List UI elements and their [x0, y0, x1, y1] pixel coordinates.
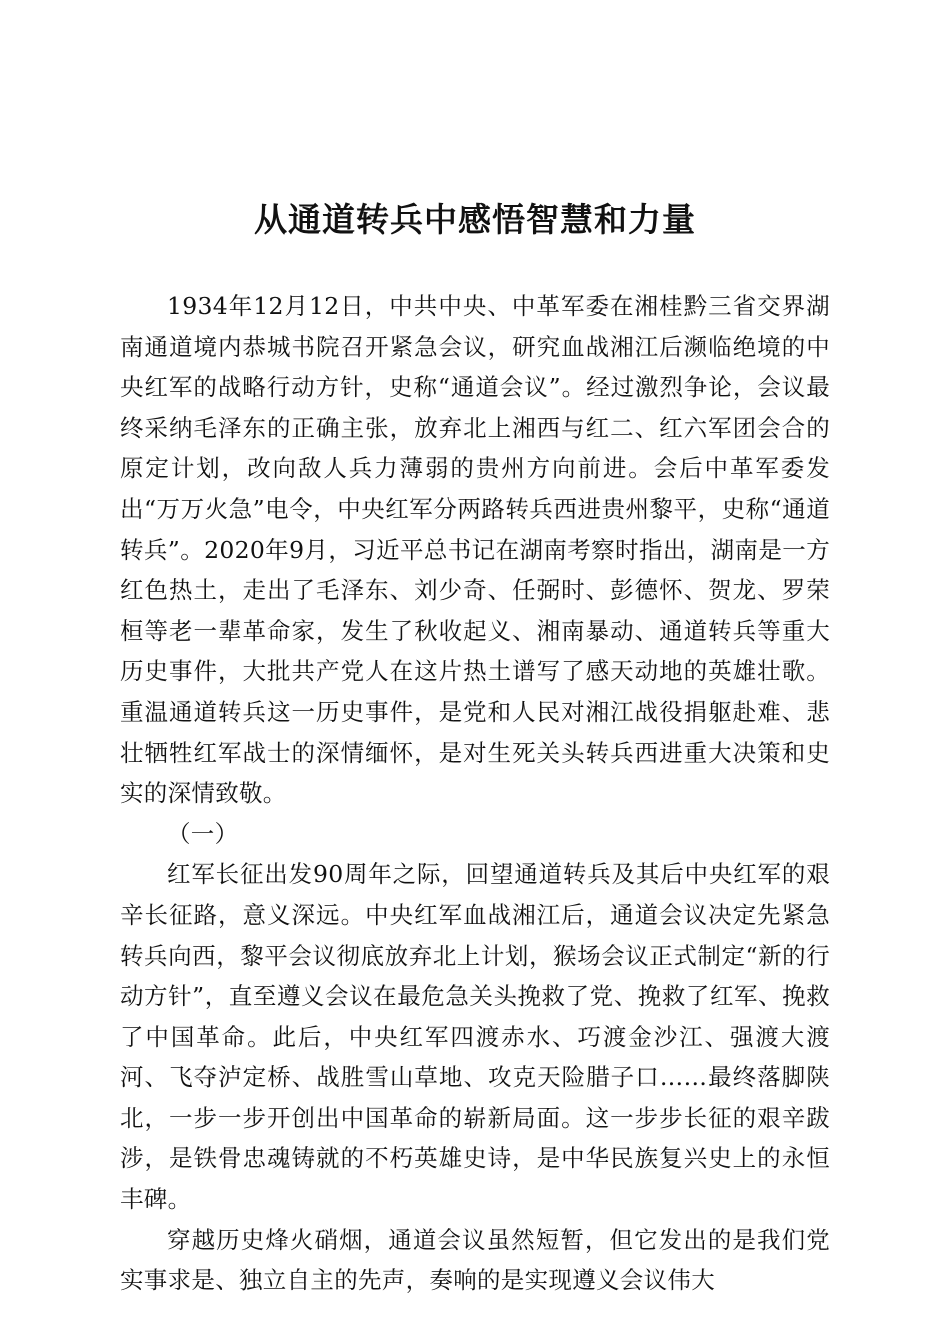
intro-paragraph: 1934年12月12日，中共中央、中革军委在湘桂黔三省交界湖南通道境内恭城书院召开紧急会议，研究血战湘江后濒临绝境的中央红军的战略行动方针，史称“通道会议”。经过激烈争论，会议最终采纳毛泽东的正确主张，放弃北上湘西与红二、红六军团会合的原定计划，改向敌人兵力薄弱的贵州方向前进。会后中革军委发出“万万火急”电令，中央红军分两路转兵西进贵州黎平，史称“通道转兵”。2020年9月，习近平总书记在湖南考察时指出，湖南是一方红色热土，走出了毛泽东、刘少奇、任弼时、彭德怀、贺龙、罗荣桓等老一辈革命家，发生了秋收起义、湘南暴动、通道转兵等重大历史事件，大批共产党人在这片热土谱写了感天动地的英雄壮歌。重温通道转兵这一历史事件，是党和人民对湘江战役捐躯赴难、悲壮牺牲红军战士的深情缅怀，是对生死关头转兵西进重大决策和史实的深情致敬。	[120, 292, 830, 808]
section-heading-1: （一）	[167, 819, 239, 848]
document-title: 从通道转兵中感悟智慧和力量	[254, 200, 696, 239]
section-1-paragraph-1: 红军长征出发90周年之际，回望通道转兵及其后中央红军的艰辛长征路，意义深远。中央红军血战湘江后，通道会议决定先紧急转兵向西，黎平会议彻底放弃北上计划，猴场会议正式制定“新的行动方针”，直至遵义会议在最危急关头挽救了党、挽救了红军、挽救了中国革命。此后，中央红军四渡赤水、巧渡金沙江、强渡大渡河、飞夺泸定桥、战胜雪山草地、攻克天险腊子口……最终落脚陕北，一步一步开创出中国革命的崭新局面。这一步步长征的艰辛跋涉，是铁骨忠魂铸就的不朽英雄史诗，是中华民族复兴史上的永恒丰碑。	[120, 860, 830, 1214]
section-1-paragraph-2: 穿越历史烽火硝烟，通道会议虽然短暂，但它发出的是我们党实事求是、独立自主的先声，奏响的是实现遵义会议伟大	[120, 1225, 830, 1295]
document-body	[120, 286, 830, 1301]
